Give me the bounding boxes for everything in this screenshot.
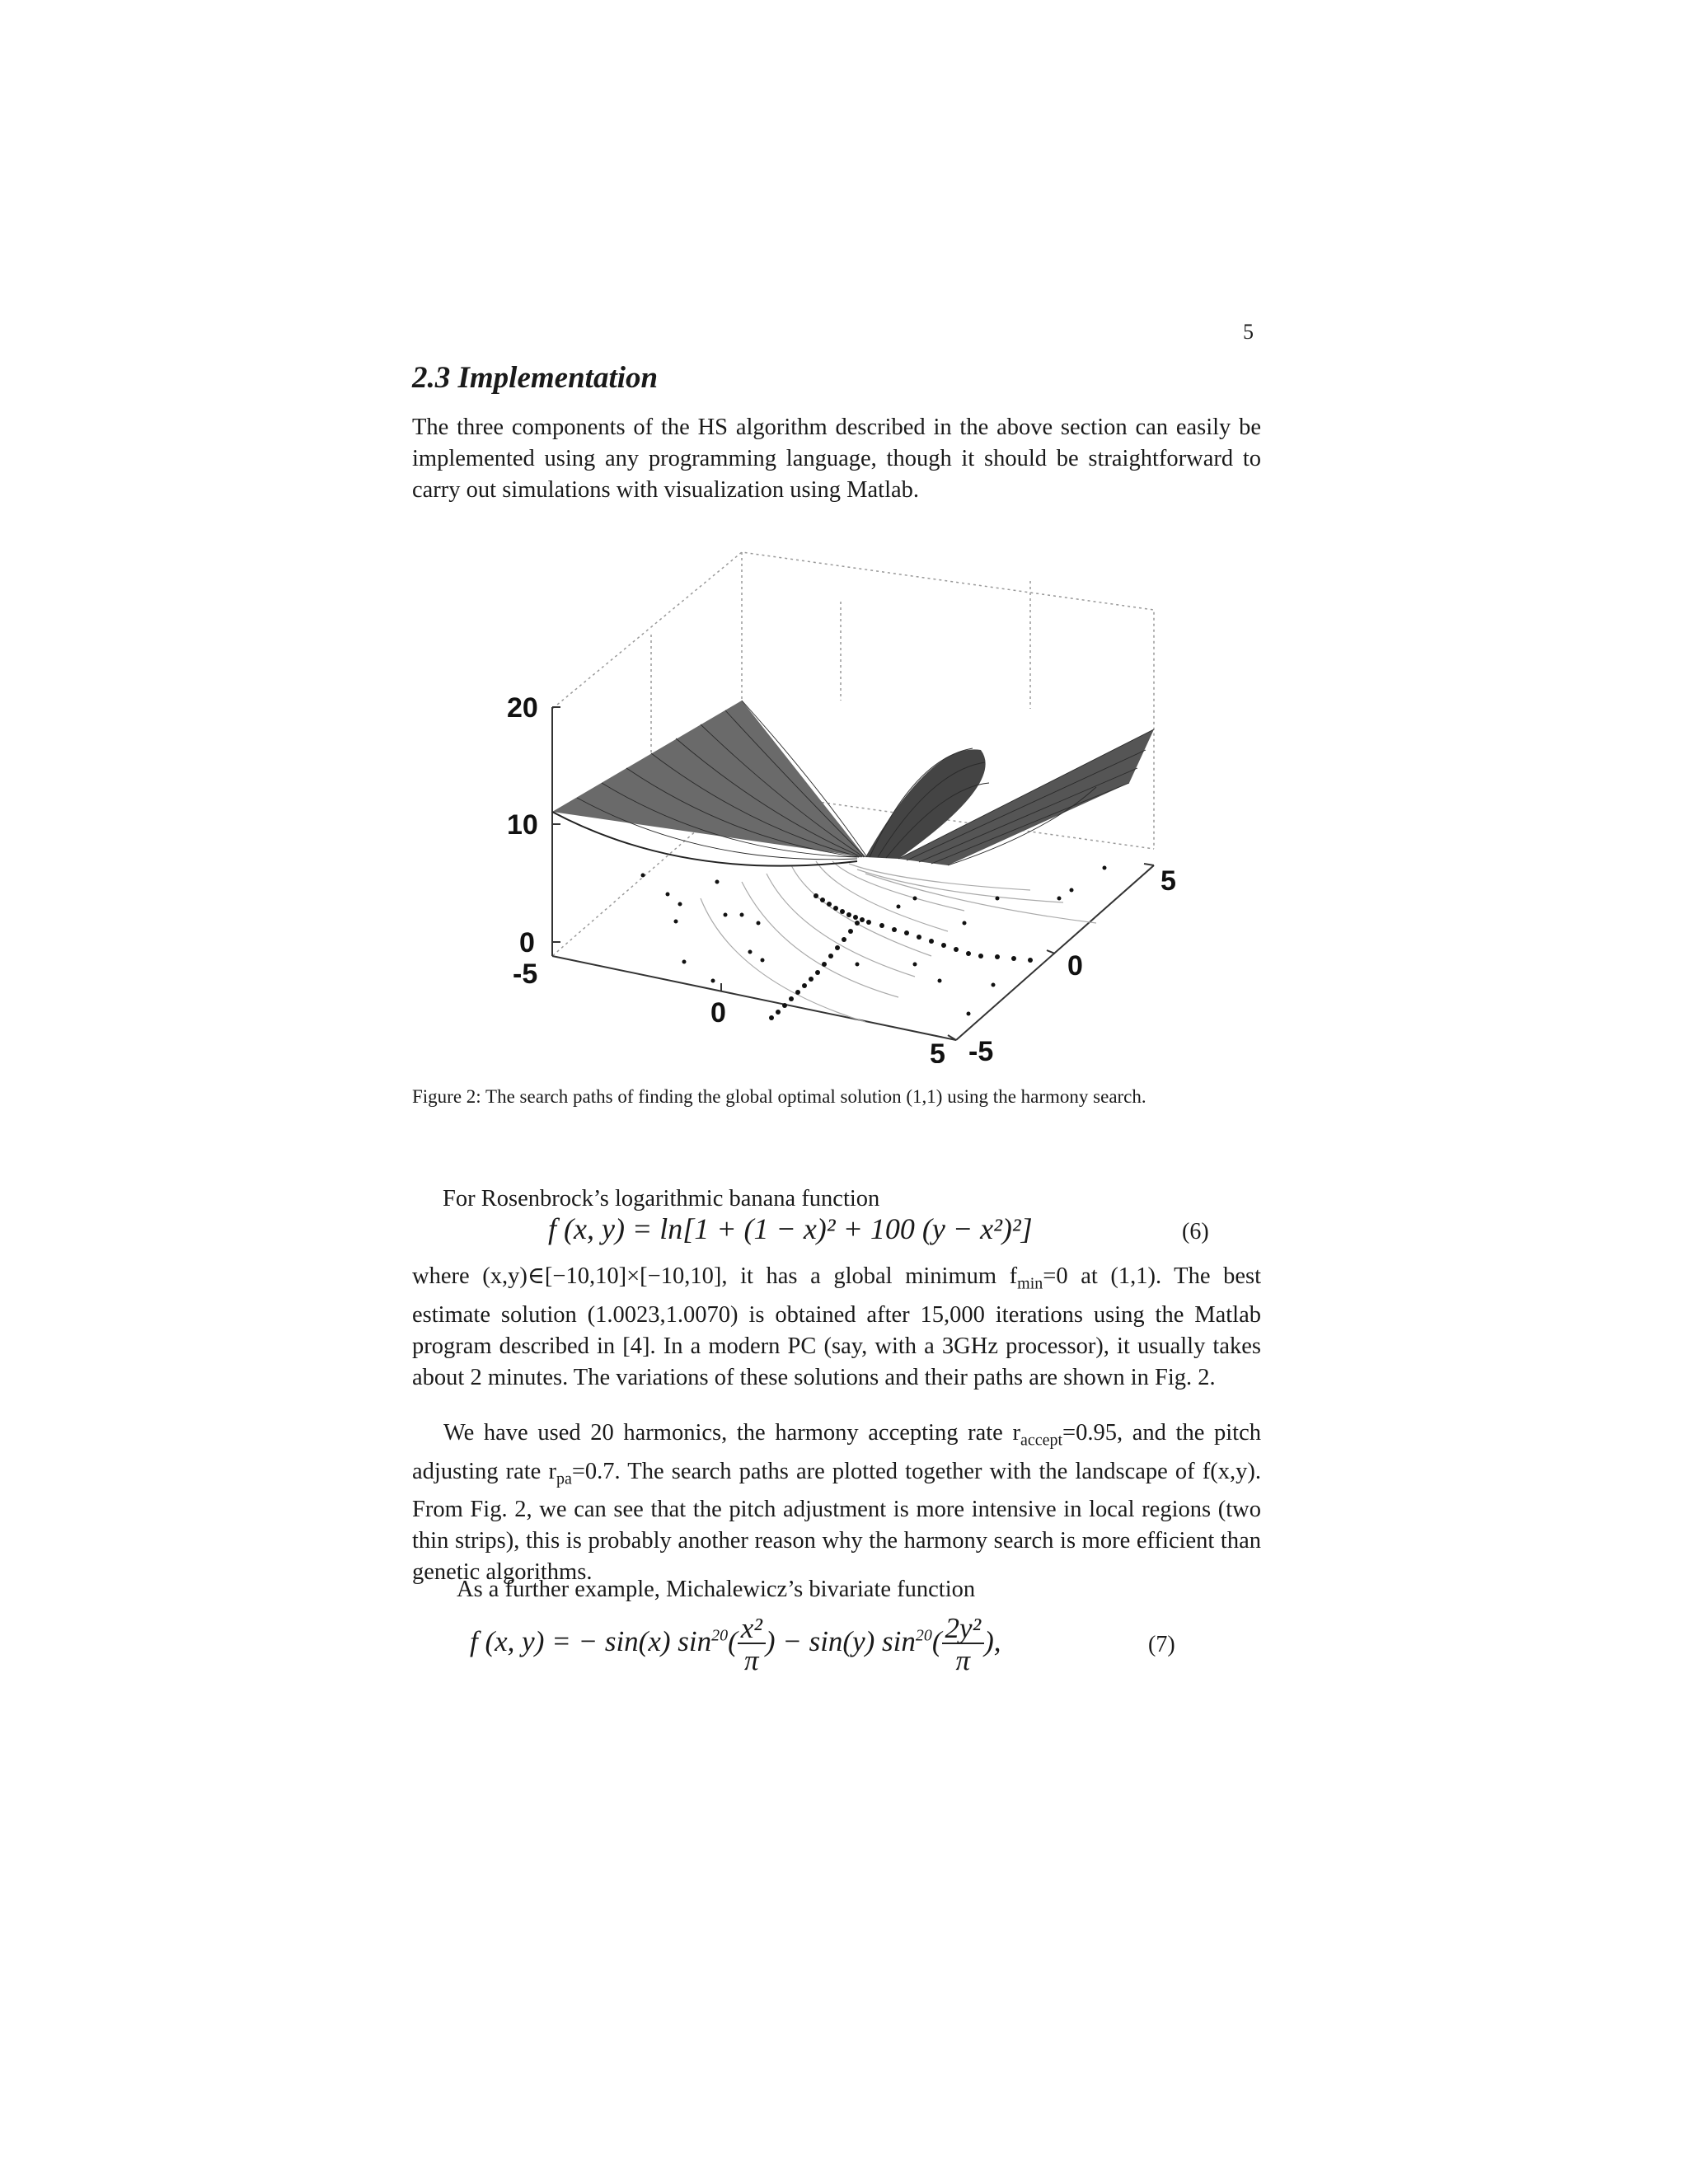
equation-6-number: (6) (1182, 1219, 1209, 1244)
equation-7-number: (7) (1148, 1632, 1175, 1657)
para-banana: where (x,y)∈[−10,10]×[−10,10], it has a global minimum $f_{min}=0$ at (1,1). The best estimate solution (1.0023,1.0070) is obtained after 15,000 iterations using the Matlab program described in [4]. In a modern PC (say, with a 3GHz processor), it usually takes about 2 minutes. The variations of these solutions and their paths are shown in Fig. 2. (412, 1263, 1261, 1390)
para-michalewicz: As a further example, Michalewicz’s bivariate function (457, 1577, 976, 1602)
para-harmonics: We have used 20 harmonics, the harmony accepting rate $r_{accept}=0.95$, and the pitch adjusting rate $r_{pa}=0.7$. The search paths are plotted together with the landscape of f(x,y). From Fig. 2, we can see that the pitch adjustment is more intensive in local regions (two thin strips), this is probably another reason why the harmony search is more efficient than genetic algorithms. (412, 1420, 1261, 1586)
equation-6: f (x, y) = ln[1 + (1 − x)² + 100 (y − x²)²] (548, 1212, 1033, 1245)
page-number: 5 (1243, 320, 1254, 344)
intro-paragraph: The three components of the HS algorithm described in the above section can easily be implemented using any programming language, though it should be straightforward to carry out simulations with visualization using Matlab. (412, 415, 1261, 503)
y-tick-0: 0 (1067, 950, 1083, 982)
figure-caption: Figure 2: The search paths of finding the global optimal solution (1,1) using the harmony search. (412, 1086, 1146, 1107)
x-tick-5: 5 (930, 1038, 945, 1063)
y-tick-5: 5 (1160, 865, 1176, 897)
figure-2 (470, 536, 1195, 1063)
section-heading: 2.3 Implementation (412, 361, 659, 395)
contour-lines (701, 861, 1096, 1022)
surface-mesh (552, 701, 1154, 866)
z-tick-20: 20 (507, 692, 538, 724)
x-tick-neg5: -5 (513, 958, 538, 990)
axes-box (552, 552, 1154, 956)
z-tick-10: 10 (507, 809, 538, 841)
x-tick-0: 0 (710, 997, 726, 1029)
equation-7: f (x, y) = − sin(x) $\sin^{20}$( $\frac{\text{x²}}{\pi}$ ) − sin(y) $\sin^{20}$( $\frac{\text{2y²}}{\pi}$ ), (470, 1612, 1001, 1676)
z-tick-0: 0 (519, 927, 535, 958)
banana-intro: For Rosenbrock’s logarithmic banana function (443, 1186, 880, 1212)
y-tick-neg5: -5 (968, 1036, 994, 1063)
